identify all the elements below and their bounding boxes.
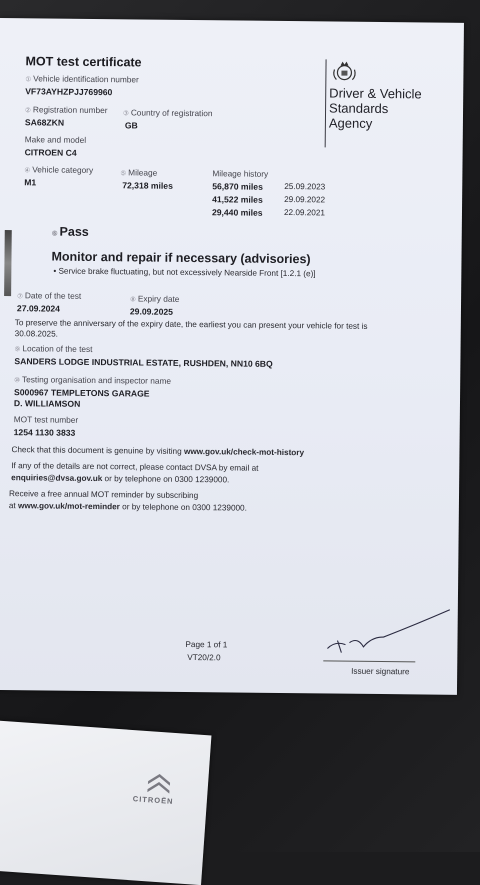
test-number-label: MOT test number [13, 414, 79, 425]
check-mot-link[interactable]: www.gov.uk/check-mot-history [183, 446, 305, 458]
anniversary-note-line1: To preserve the anniversary of the expiry date, the earliest you can present your vehicle for test is [14, 318, 368, 331]
step-icon: ⑥ [51, 230, 58, 238]
test-number-value: 1254 1130 3833 [13, 427, 76, 438]
history-date-1: 25.09.2023 [284, 181, 326, 192]
make-label: Make and model [24, 134, 87, 145]
advisory-heading: Monitor and repair if necessary (advisories) [51, 249, 311, 267]
advisory-item: • Service brake fluctuating, but not excessively Nearside Front [1.2.1 (e)] [53, 266, 316, 279]
agency-name-line1: Driver & Vehicle [329, 85, 422, 102]
dvsa-email-link[interactable]: enquiries@dvsa.gov.uk [11, 473, 103, 484]
test-date-label: ⑦ Date of the test [17, 290, 82, 301]
expiry-date-label: ⑧ Expiry date [130, 293, 180, 304]
category-label: ④ Vehicle category [24, 164, 94, 175]
step-icon: ⑤ [120, 170, 127, 178]
step-icon: ⑩ [14, 377, 21, 385]
history-date-2: 29.09.2022 [284, 194, 326, 205]
location-value: SANDERS LODGE INDUSTRIAL ESTATE, RUSHDEN, NN10 6BQ [14, 356, 273, 369]
reminder-line2: at www.gov.uk/mot-reminder or by telephone on 0300 1239000. [8, 501, 247, 513]
reg-value: SA68ZKN [24, 117, 65, 128]
organisation-line1: S000967 TEMPLETONS GARAGE [14, 387, 150, 399]
agency-name-line2: Standards [328, 100, 389, 117]
expiry-date-value: 29.09.2025 [129, 306, 174, 317]
mileage-label: ⑤ Mileage [120, 167, 158, 178]
history-miles-3: 29,440 miles [211, 207, 263, 218]
issuer-signature-label: Issuer signature [351, 666, 410, 677]
result-marker-bar [4, 230, 12, 296]
reg-label: ② Registration number [24, 104, 108, 116]
vin-value: VF73AYHZPJJ769960 [25, 86, 113, 98]
signature-line [323, 660, 415, 662]
country-label: ③ Country of registration [122, 107, 213, 119]
test-date-value: 27.09.2024 [16, 303, 61, 314]
mot-reminder-link[interactable]: www.gov.uk/mot-reminder [17, 501, 120, 512]
step-icon: ⑧ [130, 296, 136, 304]
location-label: ⑨ Location of the test [14, 343, 93, 354]
royal-crest-icon [331, 59, 357, 83]
citroen-chevrons-icon [145, 771, 172, 795]
result-status: ⑥ Pass [51, 224, 89, 239]
step-icon: ① [25, 76, 32, 84]
details-contact-line1: If any of the details are not correct, please contact DVSA by email at [11, 461, 259, 473]
country-value: GB [124, 120, 138, 131]
form-code: VT20/2.0 [187, 652, 221, 663]
step-icon: ③ [122, 110, 129, 118]
agency-divider [325, 59, 327, 147]
check-genuine-text: Check that this document is genuine by visiting www.gov.uk/check-mot-history [11, 445, 305, 458]
organisation-label: ⑩ Testing organisation and inspector name [14, 374, 172, 386]
page-number: Page 1 of 1 [185, 639, 228, 650]
history-miles-1: 56,870 miles [212, 181, 263, 192]
certificate-title: MOT test certificate [25, 54, 142, 70]
agency-name-line3: Agency [328, 115, 373, 131]
details-contact-line2: enquiries@dvsa.gov.uk or by telephone on 0300 1239000. [11, 473, 230, 485]
citroen-booklet [0, 720, 211, 885]
inspector-name: D. WILLIAMSON [13, 398, 81, 409]
step-icon: ⑨ [14, 346, 21, 354]
anniversary-note-line2: 30.08.2025. [14, 329, 59, 339]
vin-label: ① Vehicle identification number [25, 73, 139, 85]
history-date-3: 22.09.2021 [283, 207, 326, 218]
mileage-history-label: Mileage history [212, 168, 269, 179]
reminder-line1: Receive a free annual MOT reminder by subscribing [8, 489, 199, 501]
step-icon: ⑦ [17, 293, 23, 301]
mot-certificate-sheet [0, 18, 464, 695]
issuer-signature-mark [323, 606, 454, 657]
history-miles-2: 41,522 miles [212, 194, 263, 205]
citroen-brand-text: CITROËN [132, 794, 174, 806]
mileage-value: 72,318 miles [122, 180, 173, 191]
make-value: CITROEN C4 [24, 147, 77, 158]
step-icon: ④ [24, 167, 31, 175]
category-value: M1 [24, 177, 37, 188]
step-icon: ② [24, 107, 31, 115]
